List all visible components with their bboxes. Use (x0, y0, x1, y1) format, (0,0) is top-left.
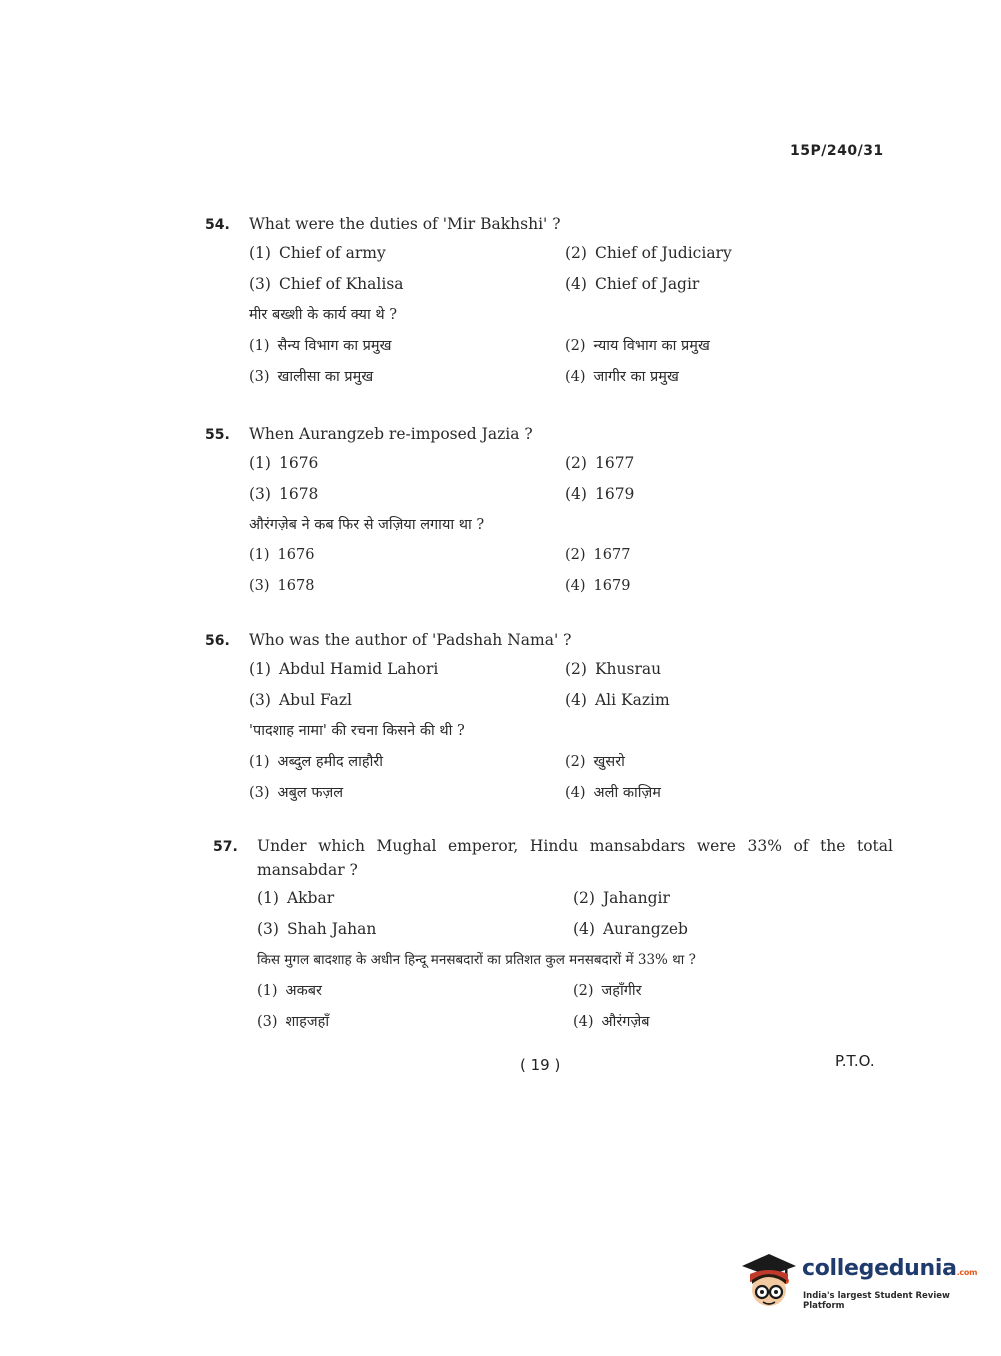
paper-code: 15P/240/31 (790, 143, 884, 159)
question-number: 56. (205, 633, 230, 649)
option-2: (2) Jahangir (573, 888, 670, 907)
option-1: (1) Akbar (257, 888, 335, 907)
option-2: (2) Khusrau (565, 659, 662, 678)
option-1-hindi: (1) अब्दुल हमीद लाहौरी (249, 753, 384, 770)
question-54 (205, 212, 885, 391)
question-text-hindi: औरंगज़ेब ने कब फिर से जज़िया लगाया था ? (249, 517, 485, 533)
option-1-hindi: (1) 1676 (249, 546, 315, 563)
option-2-hindi: (2) 1677 (565, 546, 631, 563)
mascot-logo-icon (740, 1252, 798, 1310)
option-4-hindi: (4) अली काज़िम (565, 784, 661, 801)
option-2-hindi: (2) खुसरो (565, 753, 625, 770)
question-number: 55. (205, 427, 230, 443)
option-3-hindi: (3) खालीसा का प्रमुख (249, 368, 374, 385)
option-2-hindi: (2) न्याय विभाग का प्रमुख (565, 337, 710, 354)
option-4-hindi: (4) जागीर का प्रमुख (565, 368, 679, 385)
option-3: (3) Chief of Khalisa (249, 274, 404, 293)
question-text-hindi: मीर बख्शी के कार्य क्या थे ? (249, 307, 397, 323)
question-text: What were the duties of 'Mir Bakhshi' ? (249, 215, 561, 233)
question-text-hindi: किस मुगल बादशाह के अधीन हिन्दू मनसबदारों का प्रतिशत कुल मनसबदारों में 33% था ? (257, 952, 696, 968)
options-english (257, 882, 893, 944)
collegedunia-watermark (740, 1250, 978, 1314)
option-1-hindi: (1) अकबर (257, 982, 322, 999)
option-3-hindi: (3) 1678 (249, 577, 315, 594)
option-4: (4) Ali Kazim (565, 690, 670, 709)
option-2: (2) Chief of Judiciary (565, 243, 732, 262)
option-1: (1) Chief of army (249, 243, 386, 262)
question-text-hindi: 'पादशाह नामा' की रचना किसने की थी ? (249, 723, 465, 739)
option-1: (1) 1676 (249, 453, 319, 472)
question-number: 57. (213, 839, 238, 855)
option-4: (4) Chief of Jagir (565, 274, 700, 293)
question-57 (213, 834, 893, 1036)
option-2-hindi: (2) जहाँगीर (573, 982, 642, 999)
question-55 (205, 422, 885, 601)
question-56 (205, 628, 885, 807)
options-hindi (257, 974, 893, 1036)
option-3: (3) 1678 (249, 484, 319, 503)
option-2: (2) 1677 (565, 453, 635, 472)
option-1: (1) Abdul Hamid Lahori (249, 659, 439, 678)
question-text: Who was the author of 'Padshah Nama' ? (249, 631, 572, 649)
option-1-hindi: (1) सैन्य विभाग का प्रमुख (249, 337, 392, 354)
brand-name: collegedunia.com (802, 1256, 978, 1281)
option-3-hindi: (3) अबुल फज़ल (249, 784, 344, 801)
options-hindi (249, 539, 885, 601)
options-english (249, 237, 885, 299)
options-english (249, 653, 885, 715)
option-3: (3) Abul Fazl (249, 690, 353, 709)
option-3-hindi: (3) शाहजहाँ (257, 1013, 330, 1030)
option-4-hindi: (4) 1679 (565, 577, 631, 594)
option-4-hindi: (4) औरंगज़ेब (573, 1013, 650, 1030)
question-number: 54. (205, 217, 230, 233)
option-4: (4) Aurangzeb (573, 919, 688, 938)
options-hindi (249, 329, 885, 391)
options-english (249, 447, 885, 509)
brand-tagline: India's largest Student Review Platform (803, 1291, 950, 1311)
question-text: When Aurangzeb re-imposed Jazia ? (249, 425, 533, 443)
page-number: ( 19 ) (520, 1056, 561, 1074)
options-hindi (249, 745, 885, 807)
option-4: (4) 1679 (565, 484, 635, 503)
option-3: (3) Shah Jahan (257, 919, 377, 938)
pto-label: P.T.O. (835, 1052, 875, 1070)
question-text: Under which Mughal emperor, Hindu mansabdars were 33% of the total mansabdar ? (257, 837, 893, 879)
